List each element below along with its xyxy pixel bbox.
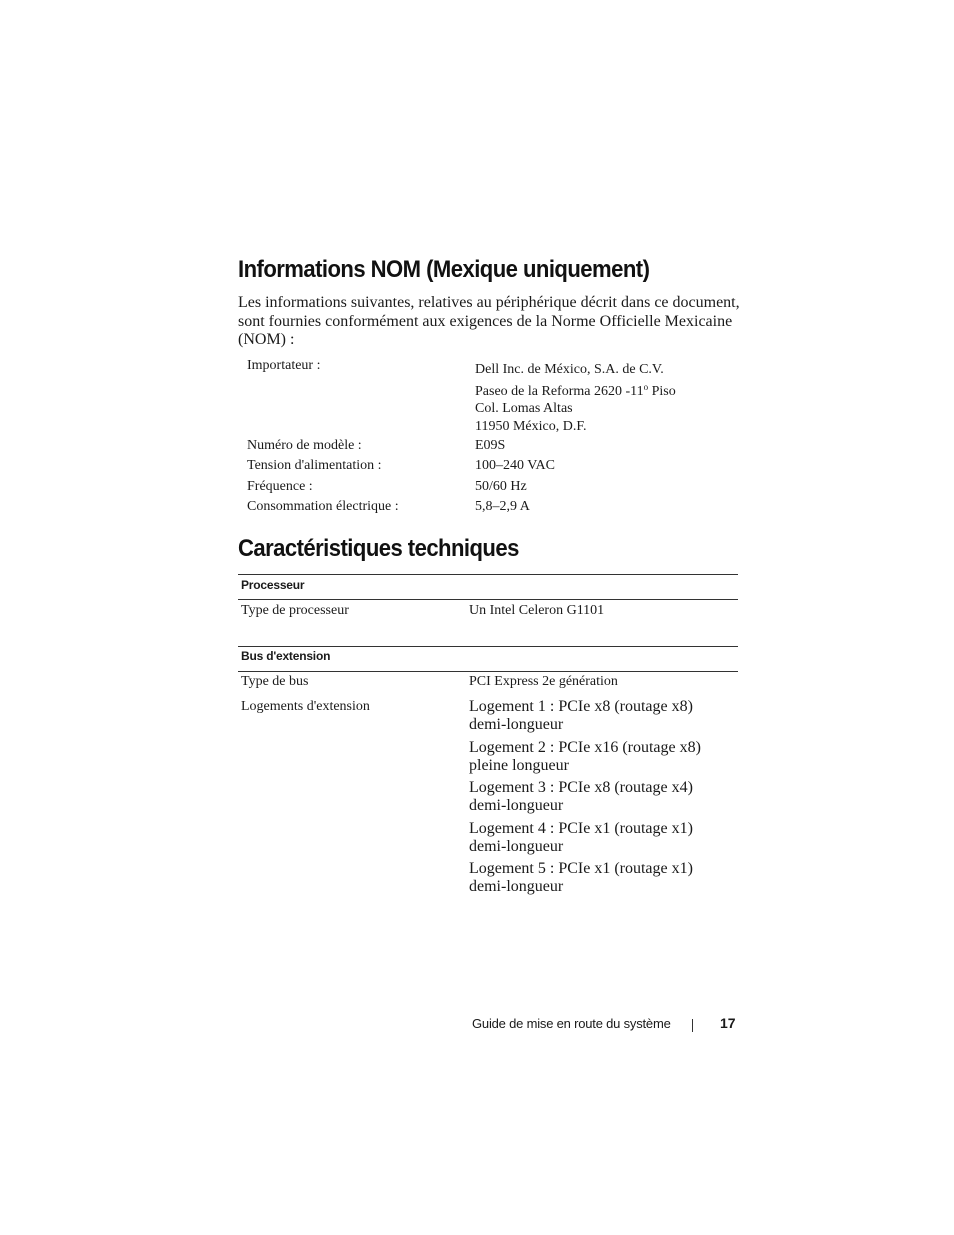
expansion-slot-5: Logement 5 : PCIe x1 (routage x1) demi-longueur xyxy=(469,860,693,895)
footer-separator xyxy=(692,1019,693,1032)
nom-intro-paragraph: Les informations suivantes, relatives au périphérique décrit dans ce document, sont fournies conformément aux exigences de la Norme Officielle Mexicaine (NOM) : xyxy=(238,294,740,348)
expansion-table-header-rule xyxy=(238,671,738,672)
footer-guide-title: Guide de mise en route du système xyxy=(472,1016,671,1031)
address-street-text: Paseo de la Reforma 2620 -11 xyxy=(475,383,644,399)
processor-type-label: Type de processeur xyxy=(241,603,349,618)
expansion-slots-label: Logements d'extension xyxy=(241,699,370,714)
frequency-value: 50/60 Hz xyxy=(475,479,527,494)
address-line-city: 11950 México, D.F. xyxy=(475,418,587,434)
importer-address xyxy=(475,361,676,435)
bus-type-value: PCI Express 2e génération xyxy=(469,674,618,689)
expansion-table-top-rule xyxy=(238,646,738,647)
expansion-slot-3: Logement 3 : PCIe x8 (routage x4) demi-longueur xyxy=(469,779,693,814)
frequency-label: Fréquence : xyxy=(247,479,313,494)
model-number-label: Numéro de modèle : xyxy=(247,438,362,453)
importer-label: Importateur : xyxy=(247,358,321,373)
specs-section-title: Caractéristiques techniques xyxy=(238,535,519,562)
expansion-table-heading: Bus d'extension xyxy=(241,649,331,663)
nom-section-title: Informations NOM (Mexique uniquement) xyxy=(238,256,650,283)
address-floor-superscript: o xyxy=(643,381,649,392)
power-consumption-value: 5,8–2,9 A xyxy=(475,499,530,514)
address-line-company: Dell Inc. de México, S.A. de C.V. xyxy=(475,362,664,377)
address-line-street xyxy=(475,379,676,401)
processor-table-heading: Processeur xyxy=(241,578,305,592)
power-consumption-label: Consommation électrique : xyxy=(247,499,399,514)
supply-voltage-label: Tension d'alimentation : xyxy=(247,458,382,473)
address-floor-suffix: Piso xyxy=(648,383,676,399)
page-number: 17 xyxy=(720,1015,736,1031)
expansion-slot-1: Logement 1 : PCIe x8 (routage x8) demi-longueur xyxy=(469,698,693,733)
address-line-colony: Col. Lomas Altas xyxy=(475,401,573,416)
processor-type-value: Un Intel Celeron G1101 xyxy=(469,603,605,618)
expansion-slot-4: Logement 4 : PCIe x1 (routage x1) demi-longueur xyxy=(469,820,693,855)
expansion-slot-2: Logement 2 : PCIe x16 (routage x8) pleine longueur xyxy=(469,739,701,774)
model-number-value: E09S xyxy=(475,438,506,453)
supply-voltage-value: 100–240 VAC xyxy=(475,458,556,473)
expansion-slots-list xyxy=(469,698,721,898)
processor-table-top-rule xyxy=(238,574,738,575)
bus-type-label: Type de bus xyxy=(241,674,309,689)
processor-table-header-rule xyxy=(238,599,738,600)
